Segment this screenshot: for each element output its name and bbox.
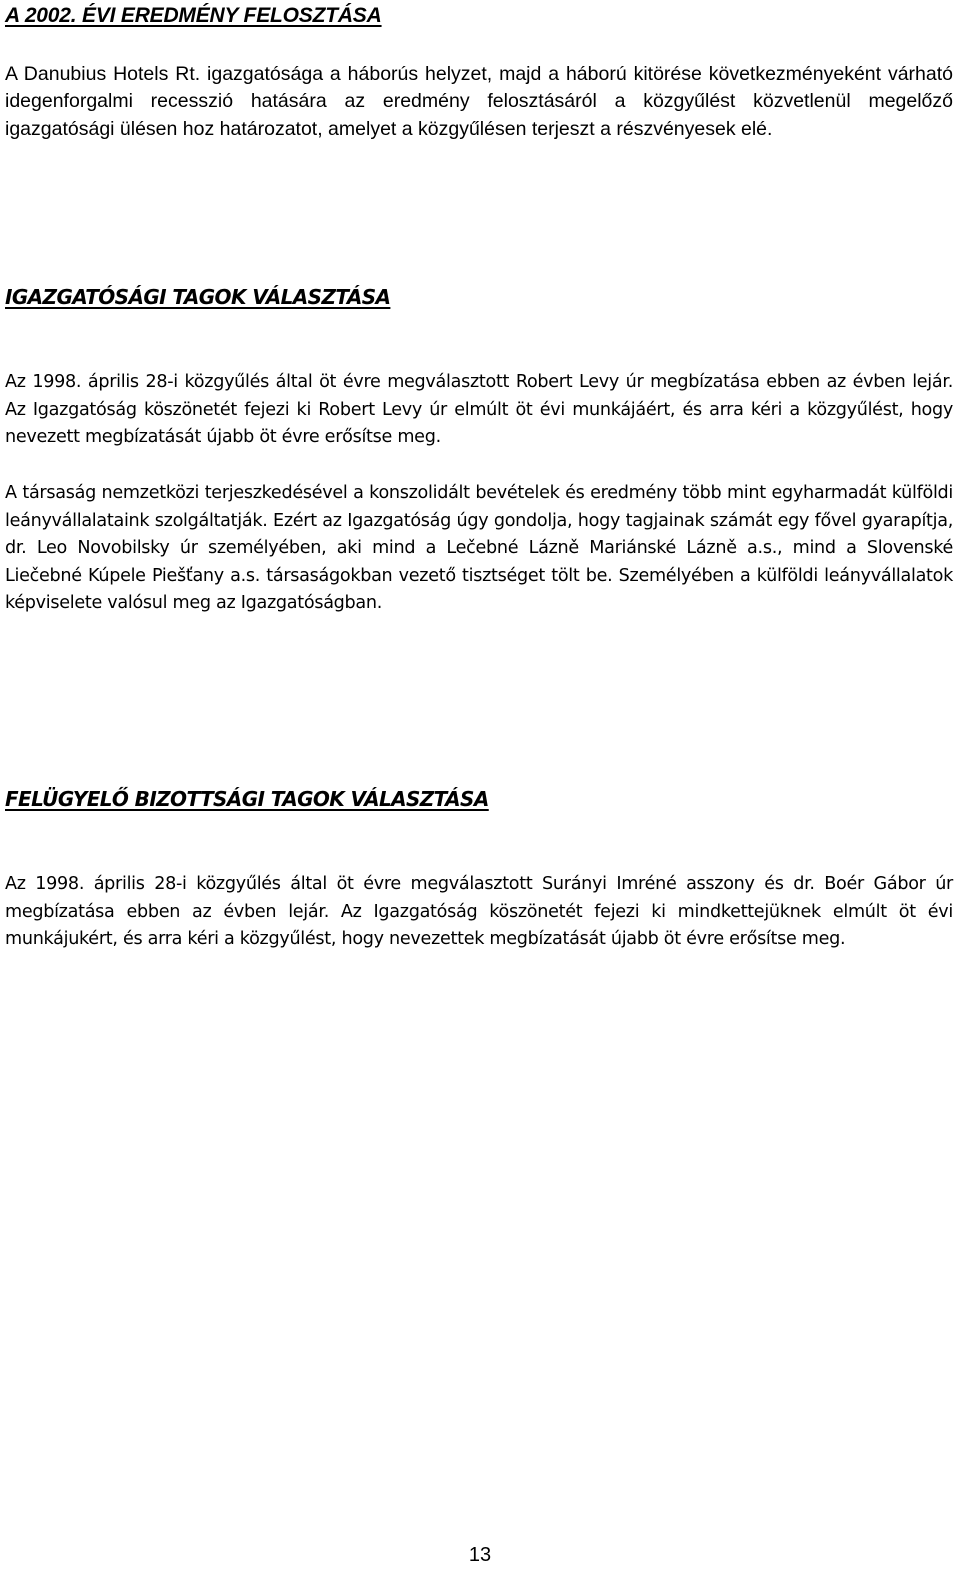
heading-supervisory-board-election: FELÜGYELŐ BIZOTTSÁGI TAGOK VÁLASZTÁSA — [5, 787, 489, 811]
paragraph-board-election-1: Az 1998. április 28-i közgyűlés által öt évre megválasztott Robert Levy úr megbízatása ebben az évben lejár. Az Igazgatóság köszönetét fejezi ki Robert Levy úr elmúlt öt évi munkájáért, és arra kéri a közgyűlést, hogy nevezett megbízatását újabb öt évre erősítse meg. — [5, 372, 953, 448]
page-number: 13 — [468, 1544, 492, 1566]
heading-result-distribution: A 2002. ÉVI EREDMÉNY FELOSZTÁSA — [5, 4, 382, 27]
paragraph-supervisory-board-election: Az 1998. április 28-i közgyűlés által öt évre megválasztott Surányi Imréné asszony és dr. Boér Gábor úr megbízatása ebben az évben lejár. Az Igazgatóság köszönetét fejezi ki mindkettejüknek elmúlt öt évi munkájukért, és arra kéri a közgyűlést, hogy nevezettek megbízatását újabb öt évre erősítse meg. — [5, 874, 953, 950]
paragraph-board-election-2: A társaság nemzetközi terjeszkedésével a konszolidált bevételek és eredmény több mint egyharmadát külföldi leányvállalataink szolgáltatják. Ezért az Igazgatóság úgy gondolja, hogy tagjainak számát egy fővel gyarapítja, dr. Leo Novobilsky úr személyében, aki mind a Lečebné Lázně Mariánské Lázně a.s., mind a Slovenské Liečebné Kúpele Piešťany a.s. társaságokban vezető tisztséget tölt be. Személyében a külföldi leányvállalatok képviselete valósul meg az Igazgatóságban. — [5, 483, 953, 614]
paragraph-result-distribution: A Danubius Hotels Rt. igazgatósága a háborús helyzet, majd a háború kitörése következményeként várható idegenforgalmi recesszió hatására az eredmény felosztásáról a közgyűlést közvetlenül megelőző igazgatósági ülésen hoz határozatot, amelyet a közgyűlésen terjeszt a részvényesek elé. — [5, 63, 953, 140]
heading-board-election: IGAZGATÓSÁGI TAGOK VÁLASZTÁSA — [5, 285, 391, 309]
